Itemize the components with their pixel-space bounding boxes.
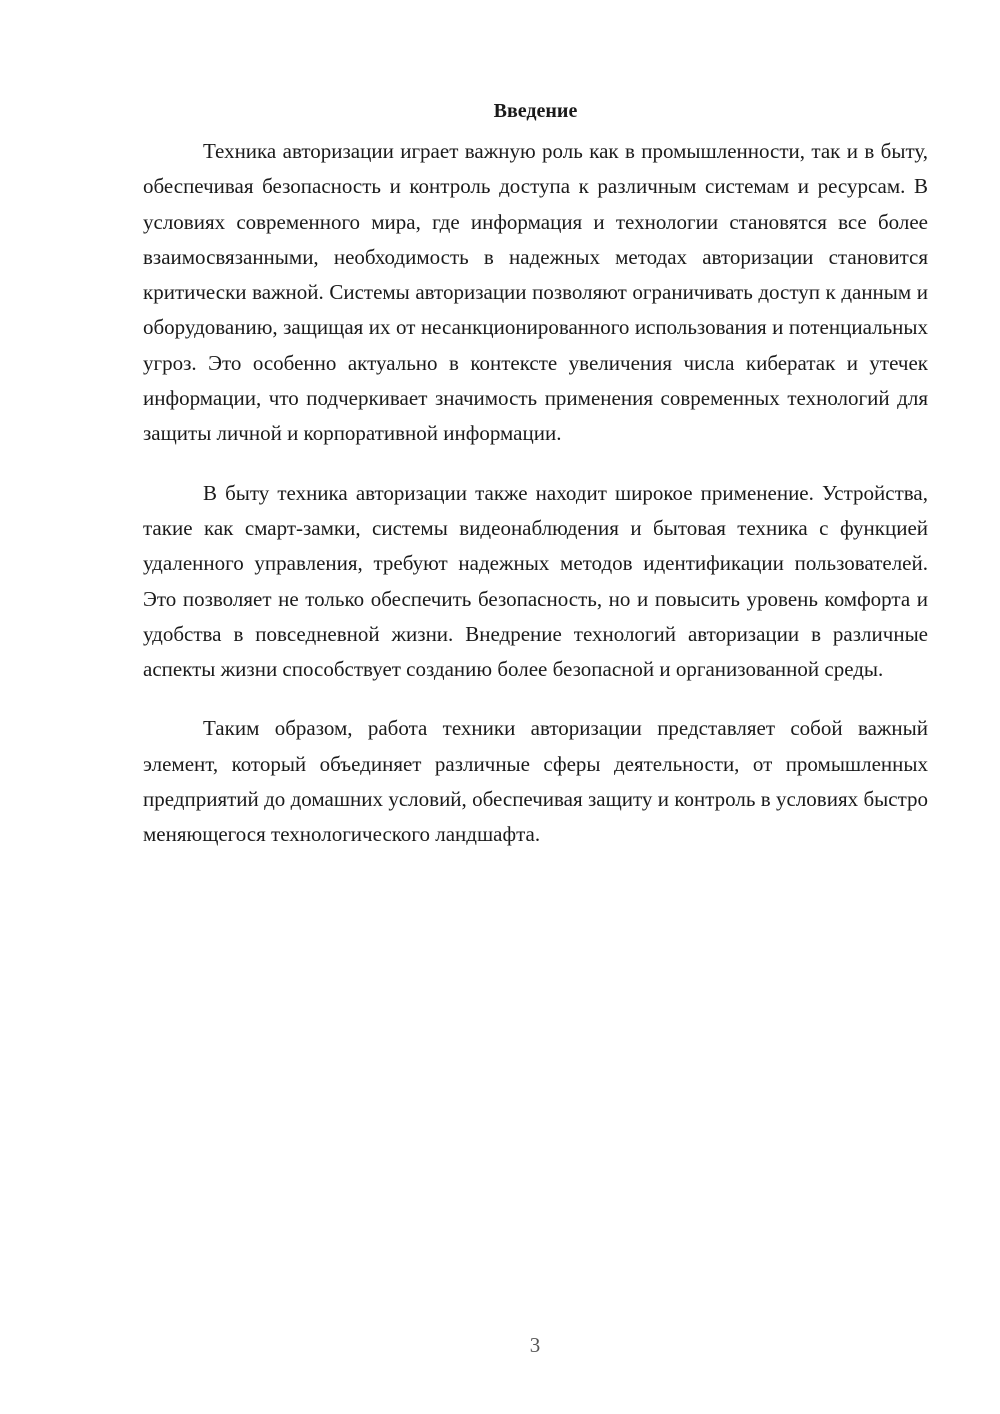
- page-number: 3: [529, 1333, 541, 1357]
- paragraph-3: Таким образом, работа техники авторизации представляет собой важный элемент, который объединяет различные сферы деятельности, от промышленных предприятий до домашних условий, обеспечивая защиту и контроль в условиях быстро меняющегося технологического ландшафта.: [143, 716, 928, 847]
- page-title: Введение: [493, 100, 578, 122]
- paragraph-1: Техника авторизации играет важную роль как в промышленности, так и в быту, обеспечивая безопасность и контроль доступа к различным системам и ресурсам. В условиях современного мира, где информация и технологии становятся все более взаимосвязанными, необходимость в надежных методах авторизации становится критически важной. Системы авторизации позволяют ограничивать доступ к данным и оборудованию, защищая их от несанкционированного использования и потенциальных угроз. Это особенно актуально в контексте увеличения числа кибератак и утечек информации, что подчеркивает значимость применения современных технологий для защиты личной и корпоративной информации.: [143, 139, 928, 446]
- page-content: [143, 96, 928, 877]
- paragraph-2: В быту техника авторизации также находит широкое применение. Устройства, такие как смарт-замки, системы видеонаблюдения и бытовая техника с функцией удаленного управления, требуют надежных методов идентификации пользователей. Это позволяет не только обеспечить безопасность, но и повысить уровень комфорта и удобства в повседневной жизни. Внедрение технологий авторизации в различные аспекты жизни способствует созданию более безопасной и организованной среды.: [143, 480, 928, 682]
